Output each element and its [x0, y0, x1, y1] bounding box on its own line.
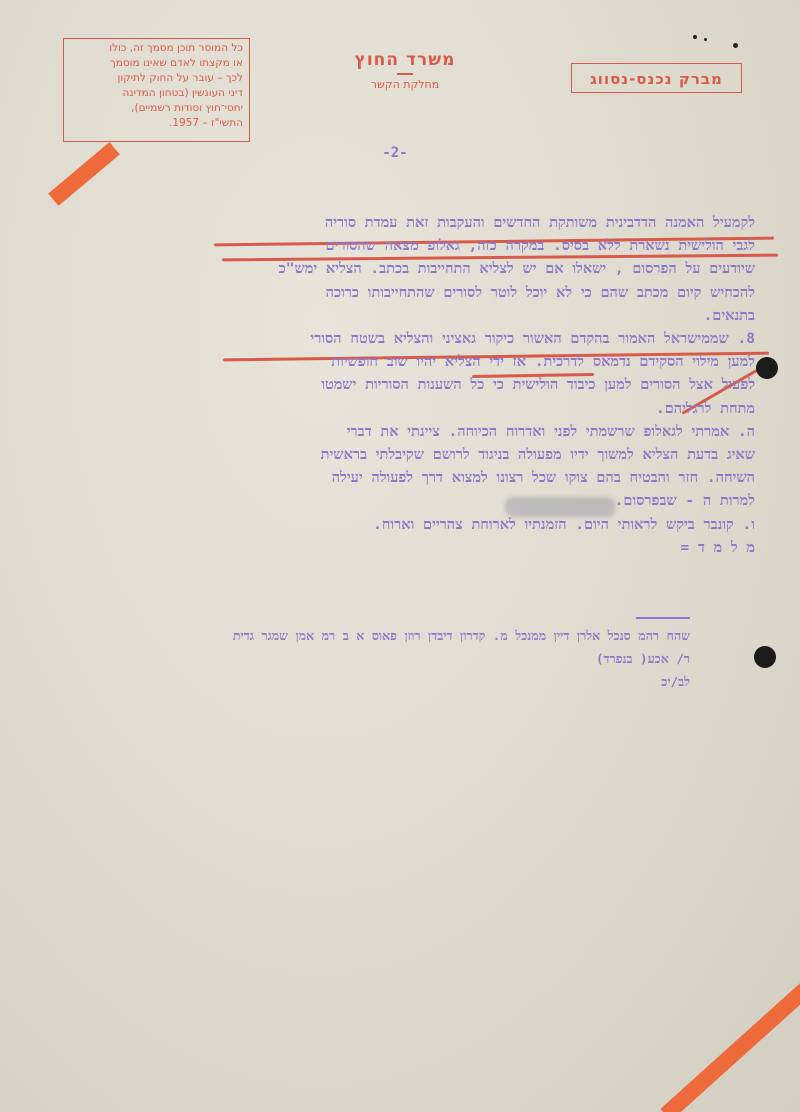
red-corner-stripe-bottom	[660, 975, 800, 1112]
ink-smudge	[505, 497, 615, 517]
legal-line: לכך – עובר על החוק לתיקון	[117, 72, 243, 84]
legal-line: יחסי־חוץ וסודות רשמיים),	[131, 102, 243, 114]
legal-line: דיני העונשין (בטחון המדינה	[122, 87, 243, 99]
red-corner-stripe-top	[48, 142, 120, 206]
body-line: מ ל מ ד =	[680, 539, 755, 556]
body-line: לגבי הולישית נשארת ללא בסיס. במקרה כזה, גאלופ מצאה שהסורים	[325, 238, 755, 255]
legal-line: התשי"ז – 1957.	[168, 117, 243, 129]
header-rule	[397, 73, 413, 75]
body-line: לקמעיל האמנה הדדבינית משותקת החדשים והעקבות זאת עמדת סוריה	[324, 215, 755, 231]
distribution-rule	[636, 617, 690, 619]
body-line: להכחיש קיום מכתב שהם כי לא יוכל לוטר לסורים שהתחייבותו כרוכה	[325, 284, 755, 301]
ministry-name: משרד החוץ	[354, 50, 456, 70]
telegram-body	[95, 212, 755, 560]
ink-speck	[704, 38, 707, 41]
distribution-line: לב/יכ	[661, 674, 690, 689]
body-line: בתנאים.	[703, 307, 755, 324]
classification-stamp: מברק נכנס-נסווג	[571, 63, 742, 93]
body-line: שיודעים על הפרסום , ישאלו אם יש לצליא התחייבות בכתב. הצליא ימש"כ	[278, 261, 755, 278]
body-line: ה. אמרתי לגאלופ שרשמתי לפני ואדרוח הכיוחה. ציינתי את דברי	[346, 423, 755, 440]
legal-notice-box	[63, 38, 250, 142]
punch-hole	[754, 646, 776, 668]
body-line: ו. קונבר ביקש לראותי היום. הזמנתיו לארוחת צהריים וארוח.	[373, 516, 755, 533]
body-line: למרות ה - שבפרסום.	[614, 493, 755, 510]
ink-speck	[693, 35, 697, 39]
letterhead	[330, 50, 480, 91]
distribution-line: ר/ אכע( בנפרד)	[595, 651, 690, 666]
distribution-line: שהח רהמ סנכל אלרן דיין ממנכל מ. קדרון דיבדן רוזן פאוס א ב רמ אמן שמגר גדית	[232, 628, 690, 643]
body-line: 8. שממישראל האמור בהקדם האשור כיקור גאציני והצליא בשטח הסורי	[310, 331, 755, 348]
body-line: למען מילוי הסקידם נדמאס לדרכית. אז ידי הצליא יהיו שוב חופשיות	[331, 354, 755, 371]
page-number: -2-	[382, 145, 408, 161]
legal-line: או מקצתו לאדם שאינו מוסמך	[110, 57, 243, 69]
punch-hole	[756, 357, 778, 379]
distribution-list	[90, 624, 690, 693]
department-name: מחלקת הקשר	[370, 78, 440, 91]
ink-speck	[733, 43, 738, 48]
body-line: השיחה. חזר והבטיח בהם צוקו שכל רצונו למצוא דרך לפעולה יעילה	[331, 470, 755, 487]
body-line: לפעול אצל הסורים למען כיבוד הולישית כי כל השענות הסוריות ישמטו	[321, 377, 755, 394]
body-line: מתחת לרגליהם.	[656, 400, 755, 417]
legal-line: כל המוסר תוכן מסמך זה, כולו	[109, 42, 243, 54]
body-line: שאיג בדעת הצליא למשוך ידיו מפעולה בניגוד לרושם שקיבלתי בראשית	[320, 447, 755, 464]
